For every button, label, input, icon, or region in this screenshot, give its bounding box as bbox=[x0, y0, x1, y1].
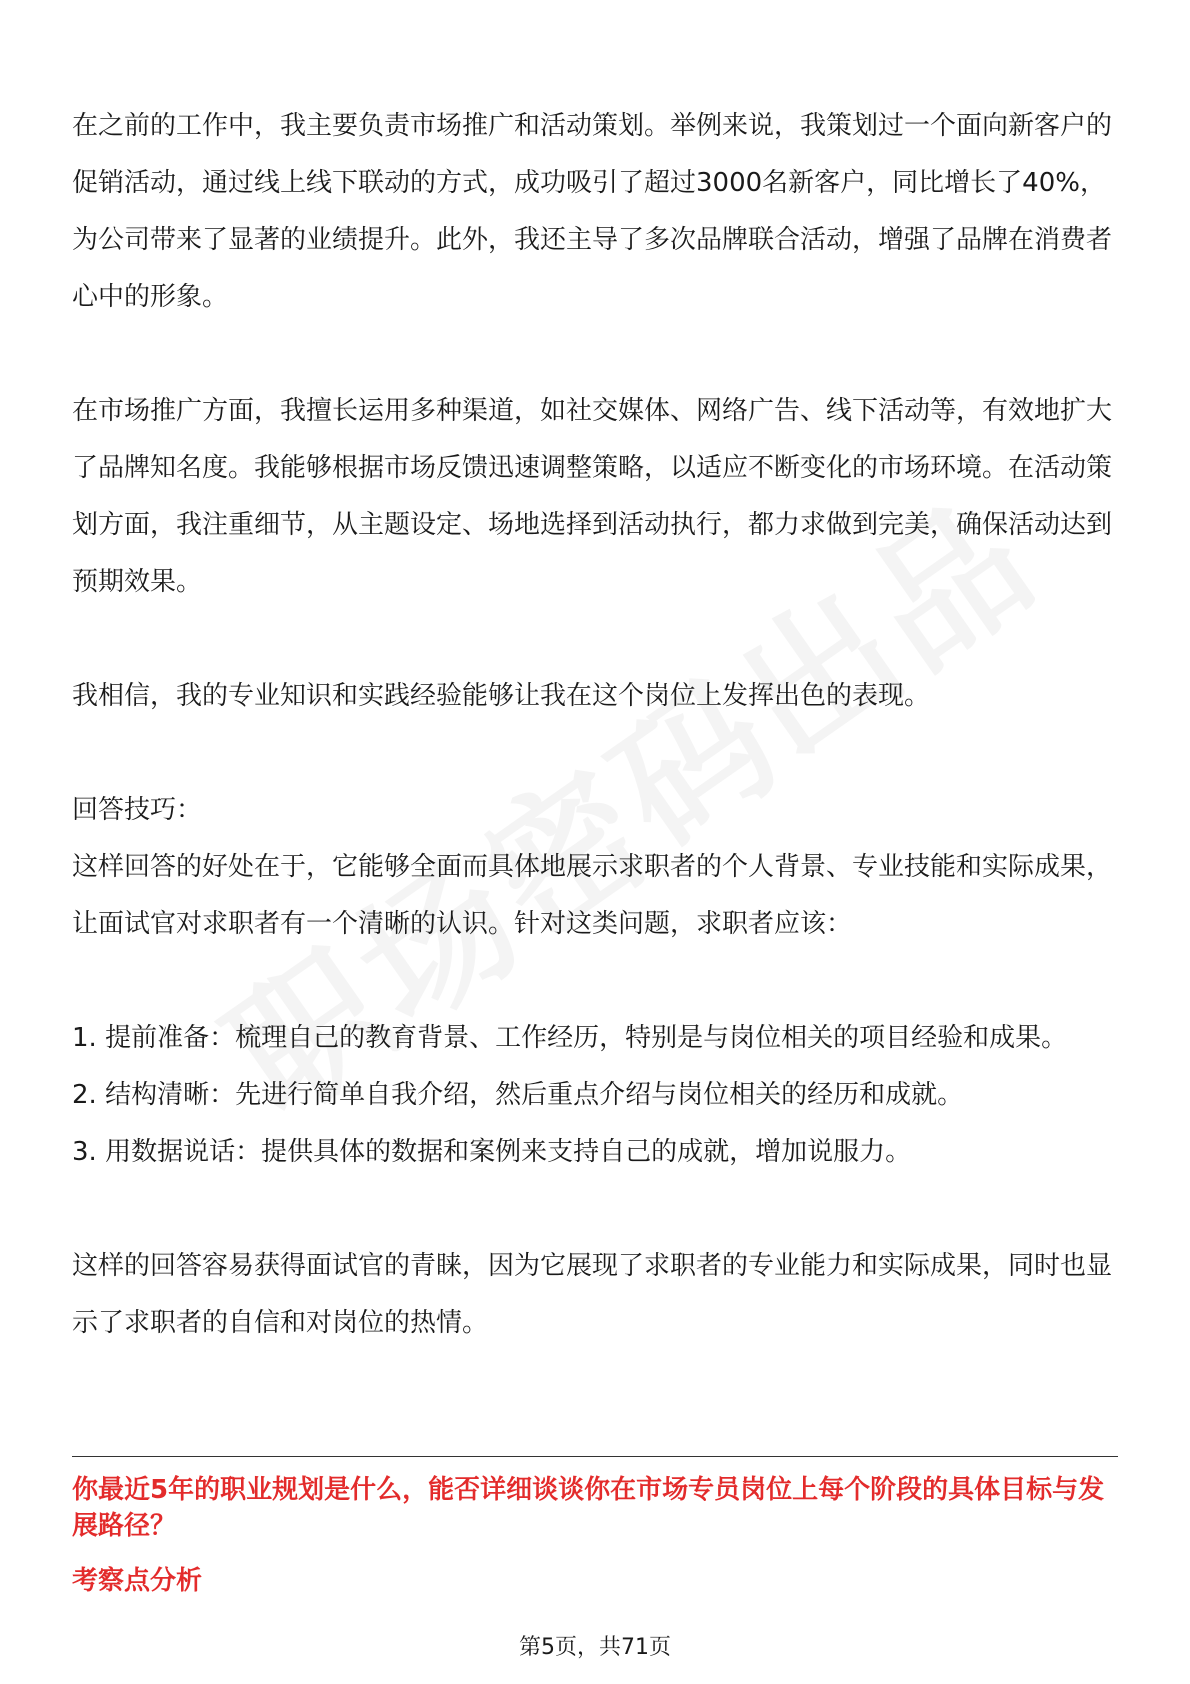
tips-conclusion: 这样的回答容易获得面试官的青睐，因为它展现了求职者的专业能力和实际成果，同时也显示了求职者的自信和对岗位的热情。 bbox=[72, 1251, 1113, 1338]
tips-list-item: 2. 结构清晰：先进行简单自我介绍，然后重点介绍与岗位相关的经历和成就。 bbox=[72, 1080, 964, 1110]
tips-list bbox=[72, 1010, 1118, 1181]
spacer bbox=[72, 1181, 1118, 1238]
spacer bbox=[72, 611, 1118, 668]
section-divider bbox=[72, 1456, 1118, 1457]
tips-list-item: 1. 提前准备：梳理自己的教育背景、工作经历，特别是与岗位相关的项目经验和成果。 bbox=[72, 1023, 1068, 1053]
tips-list-item: 3. 用数据说话：提供具体的数据和案例来支持自己的成就，增加说服力。 bbox=[72, 1137, 912, 1167]
main-content bbox=[72, 98, 1118, 1352]
spacer bbox=[72, 953, 1118, 1010]
page-number-footer: 第5页，共71页 bbox=[519, 1635, 671, 1660]
tips-heading: 回答技巧： bbox=[72, 795, 203, 825]
spacer bbox=[72, 326, 1118, 383]
paragraph-marketing-skills: 在市场推广方面，我擅长运用多种渠道，如社交媒体、网络广告、线下活动等，有效地扩大了品牌知名度。我能够根据市场反馈迅速调整策略，以适应不断变化的市场环境。在活动策划方面，我注重细节，从主题设定、场地选择到活动执行，都力求做到完美，确保活动达到预期效果。 bbox=[72, 396, 1113, 597]
analysis-heading: 考察点分析 bbox=[72, 1566, 203, 1596]
paragraph-confidence: 我相信，我的专业知识和实践经验能够让我在这个岗位上发挥出色的表现。 bbox=[72, 681, 931, 711]
paragraph-work-experience: 在之前的工作中，我主要负责市场推广和活动策划。举例来说，我策划过一个面向新客户的促销活动，通过线上线下联动的方式，成功吸引了超过3000名新客户，同比增长了40%，为公司带来了显著的业绩提升。此外，我还主导了多次品牌联合活动，增强了品牌在消费者心中的形象。 bbox=[72, 111, 1113, 312]
spacer bbox=[72, 725, 1118, 782]
tips-intro: 这样回答的好处在于，它能够全面而具体地展示求职者的个人背景、专业技能和实际成果，让面试官对求职者有一个清晰的认识。针对这类问题，求职者应该： bbox=[72, 852, 1113, 939]
next-question-title: 你最近5年的职业规划是什么，能否详细谈谈你在市场专员岗位上每个阶段的具体目标与发展路径？ bbox=[72, 1475, 1105, 1541]
